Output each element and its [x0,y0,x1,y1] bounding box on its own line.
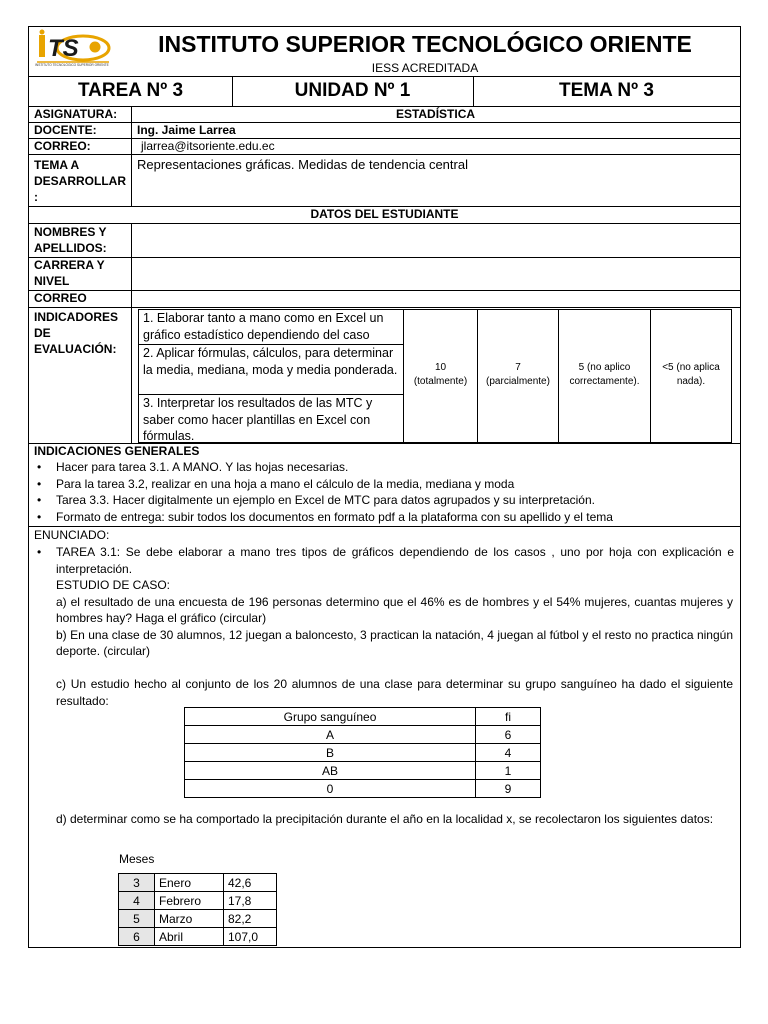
indicator-item: 1. Elaborar tanto a mano como en Excel un gráfico estadístico dependiendo del caso [143,311,384,342]
task-intro: • TAREA 3.1: Se debe elaborar a mano tres tipos de gráficos dependiendo de los casos , uno por hoja con explicación e interpretación. [31,544,734,577]
tema-label-line1: TEMA A [34,158,80,172]
table-header-row [185,708,541,726]
table-cell: 3 [119,874,155,892]
score-value: 10 [434,362,447,373]
tema-value: Representaciones gráficas. Medidas de tendencia central [137,157,468,172]
carrera-label-line1: CARRERA Y [34,258,105,272]
table-cell: 42,6 [224,874,277,892]
case-title: ESTUDIO DE CASO: [56,578,171,592]
score-column [559,361,650,389]
score-column [404,361,477,389]
score-desc: nada). [676,376,706,387]
form-sheet [28,26,741,948]
indicator-item: 2. Aplicar fórmulas, cálculos, para determinar la media, mediana, moda y media ponderada. [143,346,398,377]
nombres-label-line2: APELLIDOS: [34,241,107,255]
tema-label-line2: DESARROLLAR [34,174,126,188]
general-title: INDICACIONES GENERALES [34,444,200,458]
case-a: a) el resultado de una encuesta de 196 personas determino que el 46% es de hombres y el 54% mujeres, cuantas mujeres y hombres hay? Haga el gráfico (circular) [56,594,733,625]
nombres-label-line1: NOMBRES Y [34,225,107,239]
tarea-title: TAREA Nº 3 [77,80,184,101]
table-row [119,910,277,928]
general-list [31,459,736,525]
logo-subtext: INSTITUTO TECNOLÓGICO SUPERIOR ORIENTE [35,63,109,67]
institution-logo [33,29,113,71]
table-row [185,762,541,780]
table-row [185,744,541,762]
student-section-title: DATOS DEL ESTUDIANTE [310,207,459,221]
score-value: <5 (no aplica [662,362,720,373]
indicator-item: 3. Interpretar los resultados de las MTC y saber como hacer plantillas en Excel con fórmulas. [143,396,373,443]
table-header: fi [476,708,541,726]
table-cell: A [185,726,476,744]
asignatura-label: ASIGNATURA: [34,107,118,121]
table-cell: 0 [185,780,476,798]
table-row [119,874,277,892]
correo-value[interactable]: jlarrea@itsoriente.edu.ec [141,139,275,153]
table-cell: 82,2 [224,910,277,928]
tema-title: TEMA Nº 3 [559,80,654,101]
asignatura-value: ESTADÍSTICA [395,107,476,121]
case-c: c) Un estudio hecho al conjunto de los 20 alumnos de una clase para determinar su grupo sanguíneo ha dado el siguiente resultado: [56,677,733,708]
table-cell: 6 [476,726,541,744]
docente-value: Ing. Jaime Larrea [137,123,236,137]
list-item: • Tarea 3.3. Hacer digitalmente un ejemplo en Excel de MTC para datos agrupados y su interpretación. [31,492,736,509]
table-row [119,928,277,946]
table-cell: 17,8 [224,892,277,910]
table-cell: 4 [119,892,155,910]
table-row [185,726,541,744]
carrera-label [34,257,105,289]
score-value: 7 [515,362,521,373]
table-cell: 107,0 [224,928,277,946]
nombres-label [34,224,107,256]
table-cell: 5 [119,910,155,928]
svg-text:TS: TS [48,35,79,62]
list-item: • Hacer para tarea 3.1. A MANO. Y las hojas necesarias. [31,459,736,476]
table-cell: Enero [155,874,224,892]
score-desc: correctamente). [569,376,640,387]
case-b: b) En una clase de 30 alumnos, 12 juegan a baloncesto, 3 practican la natación, 4 juegan al fútbol y el resto no practica ningún deporte. (circular) [56,627,733,658]
logo-text [33,29,34,30]
list-item: • Formato de entrega: subir todos los documentos en formato pdf a la plataforma con su apellido y el tema [31,509,736,526]
indicators-label-line1: INDICADORES [34,310,119,324]
score-column [651,361,731,389]
list-item: • Para la tarea 3.2, realizar en una hoja a mano el cálculo de la media, mediana y moda [31,476,736,493]
indicators-label [34,309,118,357]
student-correo-label: CORREO [34,291,87,305]
score-desc: (parcialmente) [486,376,550,387]
months-label: Meses [119,852,155,866]
tema-label [34,157,126,205]
accreditation: IESS ACREDITADA [371,61,479,75]
table-row [119,892,277,910]
enunciado-list [31,544,734,577]
table-row [185,780,541,798]
table-cell: 1 [476,762,541,780]
nombres-field[interactable] [132,224,739,256]
table-cell: Abril [155,928,224,946]
table-header: Grupo sanguíneo [185,708,476,726]
score-value: 5 (no aplico [578,362,631,373]
unidad-title: UNIDAD Nº 1 [294,80,411,101]
table-cell: Febrero [155,892,224,910]
table-cell: B [185,744,476,762]
carrera-field[interactable] [132,258,739,290]
carrera-label-line2: NIVEL [34,274,70,288]
blood-group-table [184,707,541,798]
precipitation-table [118,873,277,946]
docente-label: DOCENTE: [34,123,97,137]
case-body [56,577,733,660]
score-column [478,361,558,389]
tema-label-line3: : [34,190,38,204]
student-correo-field[interactable] [132,291,739,306]
indicators-label-line3: EVALUACIÓN: [34,342,117,356]
enunciado-title: ENUNCIADO: [34,528,110,542]
table-cell: 4 [476,744,541,762]
table-cell: Marzo [155,910,224,928]
institution-name: INSTITUTO SUPERIOR TECNOLÓGICO ORIENTE [158,31,692,57]
indicator-grid [138,309,732,443]
table-cell: 6 [119,928,155,946]
correo-label: CORREO: [34,139,91,153]
indicators-label-line2: DE [34,326,51,340]
table-cell: AB [185,762,476,780]
case-d: d) determinar como se ha comportado la precipitación durante el año en la localidad x, se recolectaron los siguientes datos: [56,812,714,826]
table-cell: 9 [476,780,541,798]
score-desc: (totalmente) [413,376,468,387]
